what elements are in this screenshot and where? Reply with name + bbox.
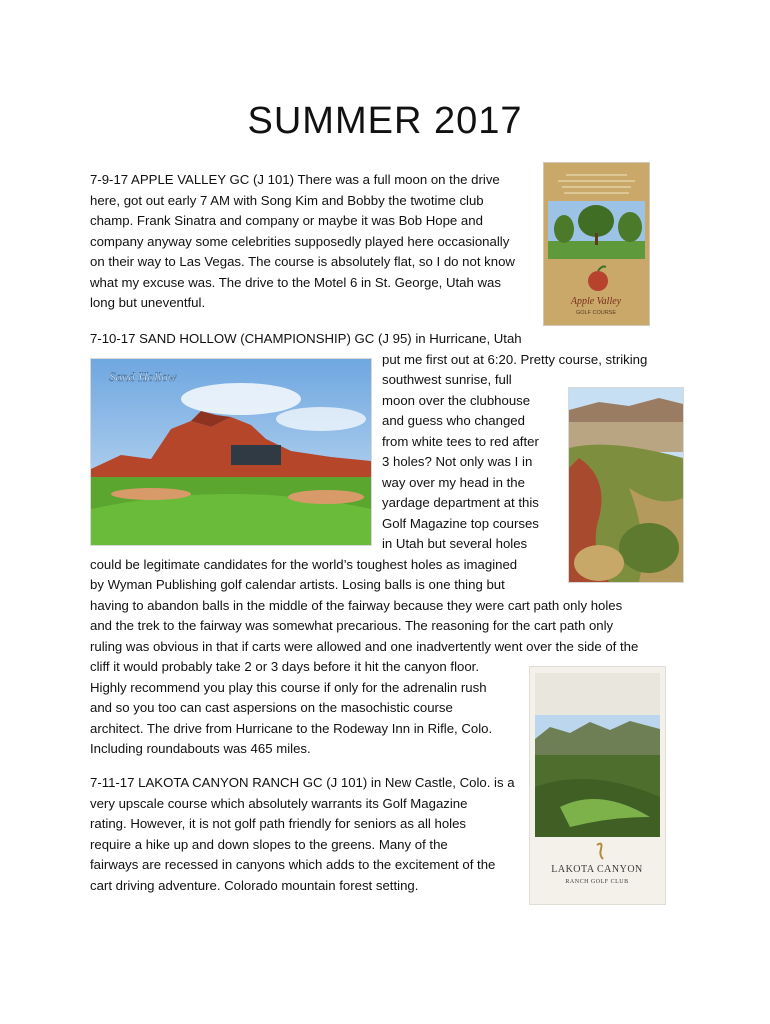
text-line: Golf Magazine top courses [382,515,539,531]
text-line: Highly recommend you play this course if only for the adrenalin rush [90,679,487,695]
text-line: rating. However, it is not golf path friendly for seniors as all holes [90,816,467,831]
text-line: and the trek to the fairway was somewhat precarious. The reasoning for the cart path only [90,618,614,633]
text-line: cart driving adventure. Colorado mountain forest setting. [90,877,419,893]
text-line: on their way to Las Vegas. The course is absolutely flat, so I do not know [90,254,515,269]
text-line: could be legitimate candidates for the world’s toughest holes as imagined [90,556,518,572]
lakota-logo: LAKOTA CANYON [551,864,643,875]
text-line: having to abandon balls in the middle of the fairway because they were cart path only holes [90,597,623,613]
text-line: champ. Frank Sinatra and company or maybe it was Bob Hope and [90,213,483,228]
page-title: SUMMER 2017 [247,100,523,142]
text-line: cliff it would probably take 2 or 3 days before it hit the canyon floor. [90,659,480,674]
lakota-canyon-scorecard-image [529,666,666,905]
sand-hollow-logo: Sand Hollow [109,369,177,384]
apple-valley-scorecard-image [543,162,650,326]
text-line: yardage department at this [382,495,539,510]
text-line: Including roundabouts was 465 miles. [90,741,311,756]
text-line: southwest sunrise, full [382,372,512,387]
text-line: here, got out early 7 AM with Song Kim and Bobby the twotime club [90,192,484,208]
text-line: long but uneventful. [90,295,206,310]
text-line: moon over the clubhouse [382,392,531,408]
text-line: company anyway some celebrities supposedly played here occasionally [90,233,510,249]
text-line: architect. The drive from Hurricane to the Rodeway Inn in Rifle, Colo. [90,720,493,736]
text-line: 7-9-17 APPLE VALLEY GC (J 101) There was a full moon on the drive [90,172,500,187]
text-line: 7-10-17 SAND HOLLOW (CHAMPIONSHIP) GC (J 95) in Hurricane, Utah [90,331,522,346]
text-line: from white tees to red after [382,433,539,449]
apple-valley-logo-sub: GOLF COURSE [575,310,617,316]
text-line: put me first out at 6:20. Pretty course, striking [382,351,648,367]
text-line: ruling was obvious in that if carts were allowed and one inadvertently went over the side of the [90,638,639,654]
sand-hollow-course-photo [90,358,372,546]
text-line: and so you too can cast aspersions on the masochistic course [90,700,453,715]
apple-valley-logo: Apple Valley [570,296,622,307]
text-line: require a hike up and down slopes to the greens. Many of the [90,836,448,852]
text-line: 7-11-17 LAKOTA CANYON RANCH GC (J 101) in New Castle, Colo. is a [90,775,515,790]
text-line: fairways are recessed in canyons which adds to the excitement of the [90,857,496,872]
lakota-logo-sub: RANCH GOLF CLUB [565,879,629,885]
text-line: in Utah but several holes [382,536,528,551]
text-line: very upscale course which absolutely warrants its Golf Magazine [90,795,468,811]
text-line: 3 holes? Not only was I in [382,454,533,469]
sand-hollow-canyon-photo [568,387,684,583]
text-line: way over my head in the [382,474,525,490]
text-line: what my excuse was. The drive to the Motel 6 in St. George, Utah was [90,274,501,290]
text-line: and guess who changed [382,413,525,428]
text-line: by Wyman Publishing golf calendar artists. Losing balls is one thing but [90,577,505,592]
